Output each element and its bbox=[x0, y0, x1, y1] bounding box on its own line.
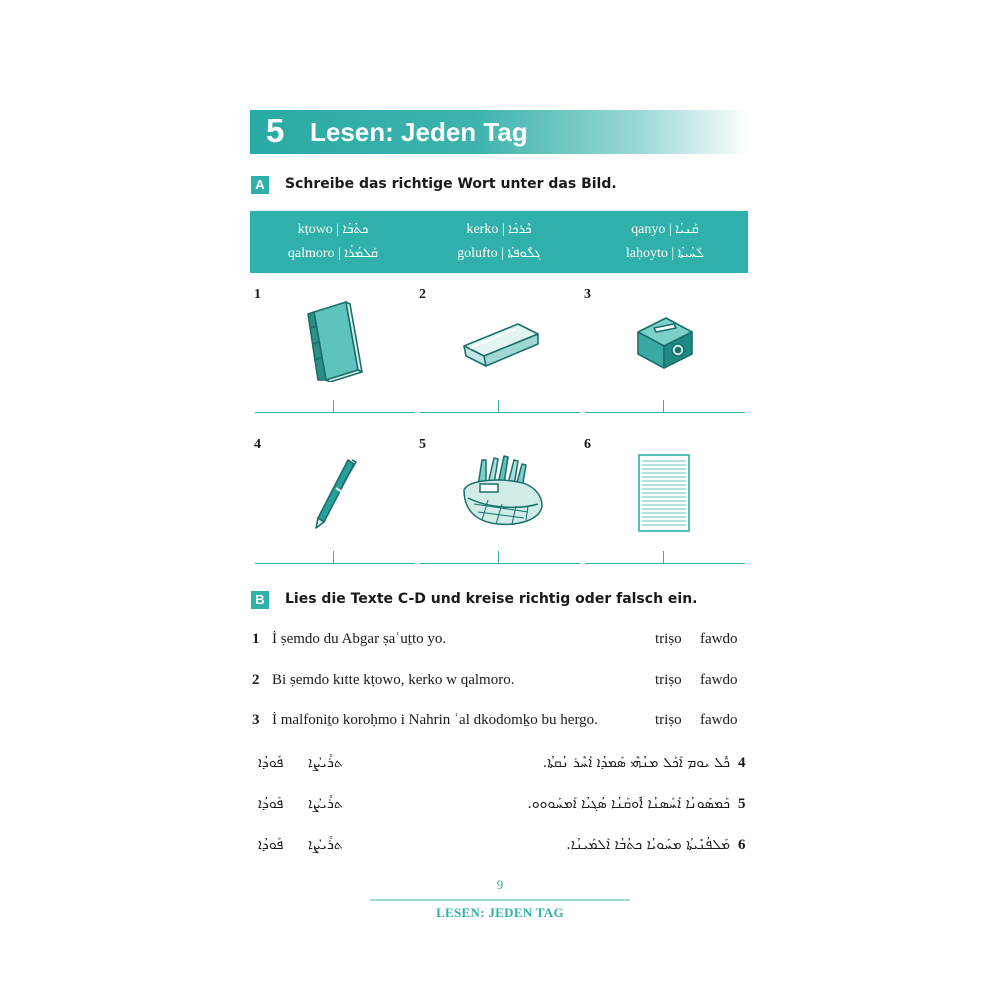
statement-number: 6 bbox=[738, 837, 746, 853]
word-syriac: ܩܰܠܡܳܪܳܐ bbox=[344, 246, 379, 261]
picture-number: 4 bbox=[254, 437, 261, 452]
statement-number: 3 bbox=[252, 712, 260, 728]
word-syriac: ܓܠܽܘܦܬܳܐ bbox=[507, 246, 541, 261]
word-column-2: kerko | ܟܶܪܟܳܐ golufto | ܓܠܽܘܦܬܳܐ bbox=[457, 222, 541, 261]
statement-text: ܟܰܡܣܰܘܢܳܐ ܐܰܚܰܣܢܳܐ ܐܽܘܩܰܢܳܐ ܣܳܓܝܳܐ ܐܰܡܚܰܘܘܘ. bbox=[527, 796, 730, 812]
word-column-1: kṭowo | ܟܬܳܒܳܐ qalmoro | ܩܰܠܡܳܪܳܐ bbox=[287, 222, 379, 261]
section-b-marker: B bbox=[251, 591, 269, 609]
picture-number: 2 bbox=[419, 287, 426, 302]
page-number: 9 bbox=[496, 877, 504, 892]
word-box bbox=[250, 211, 748, 273]
notepad-icon bbox=[636, 452, 692, 534]
word-latin: qanyo bbox=[631, 222, 666, 237]
word-latin: kerko bbox=[466, 222, 499, 237]
statement-number: 2 bbox=[252, 672, 260, 688]
pen-icon bbox=[312, 456, 358, 532]
true-option[interactable]: triṣo bbox=[655, 712, 682, 728]
running-title: LESEN: JEDEN TAG bbox=[436, 905, 564, 920]
true-option[interactable]: ܬܪܺܝܨܳܐ bbox=[308, 837, 343, 853]
statement-text: Bi ṣemdo kıtte kṭowo, kerko w qalmoro. bbox=[272, 672, 515, 688]
section-a-marker: A bbox=[251, 176, 269, 194]
chapter-title: Lesen: Jeden Tag bbox=[310, 117, 528, 147]
answer-line-3[interactable] bbox=[585, 399, 745, 413]
chapter-number: 5 bbox=[266, 112, 285, 149]
book-icon bbox=[300, 298, 370, 382]
word-syriac: ܠܰܚܳܝܬܳܐ bbox=[677, 246, 705, 261]
footer-divider bbox=[370, 899, 630, 901]
answer-line-2[interactable] bbox=[420, 399, 580, 413]
picture-number: 5 bbox=[419, 437, 426, 452]
false-option[interactable]: ܦܰܘܕܳܐ bbox=[258, 796, 284, 812]
word-latin: kṭowo bbox=[297, 222, 333, 237]
section-a-instruction: Schreibe das richtige Wort unter das Bild. bbox=[285, 176, 617, 192]
statement-text: ܟܽܠ ܝܘܡ ܐܰܟܰܠ ܡܢܳܗܶܝ ܣܰܡܕܳܐ ܐܰܚܶܪ ܢܳܩܬܳܐ. bbox=[542, 755, 730, 771]
word-syriac: ܩܰܢܝܳܐ bbox=[675, 222, 699, 237]
true-option[interactable]: ܬܪܺܝܨܳܐ bbox=[308, 755, 343, 771]
statement-text: ܡܰܠܦܳܢܺܝܬܳܐ ܡܚܰܘܝܳܐ ܟܬܳܒܳܐ ܐܰܠܡܰܝܢܳܐ. bbox=[566, 837, 730, 853]
eraser-icon bbox=[458, 316, 542, 368]
false-option[interactable]: fawdo bbox=[700, 631, 738, 647]
word-latin: golufto bbox=[457, 246, 498, 261]
false-option[interactable]: ܦܰܘܕܳܐ bbox=[258, 755, 284, 771]
answer-line-5[interactable] bbox=[420, 550, 580, 564]
word-latin: laḥoyto bbox=[625, 246, 668, 261]
statement-text: İ ṣemdo du Abgar ṣaʿuṯto yo. bbox=[272, 631, 447, 647]
word-latin: qalmoro bbox=[287, 246, 335, 261]
false-option[interactable]: fawdo bbox=[700, 712, 738, 728]
word-syriac: ܟܬܳܒܳܐ bbox=[342, 222, 369, 237]
word-column-3: qanyo | ܩܰܢܝܳܐ laḥoyto | ܠܰܚܳܝܬܳܐ bbox=[625, 222, 705, 261]
answer-line-6[interactable] bbox=[585, 550, 745, 564]
section-b-instruction: Lies die Texte C-D und kreise richtig oder falsch ein. bbox=[285, 591, 698, 607]
pencil-sharpener-icon bbox=[632, 312, 698, 372]
true-option[interactable]: ܬܪܺܝܨܳܐ bbox=[308, 796, 343, 812]
pencil-case-icon bbox=[458, 454, 548, 530]
answer-line-1[interactable] bbox=[255, 399, 415, 413]
answer-line-4[interactable] bbox=[255, 550, 415, 564]
false-option[interactable]: fawdo bbox=[700, 672, 738, 688]
picture-number: 6 bbox=[584, 437, 591, 452]
statement-text: İ malfoniṯo koroḥmo i Nahrin ʿal dkodomḵo bu hergo. bbox=[272, 712, 598, 728]
statement-number: 1 bbox=[252, 631, 260, 647]
picture-number: 3 bbox=[584, 287, 591, 302]
statement-number: 4 bbox=[738, 755, 746, 771]
true-option[interactable]: triṣo bbox=[655, 672, 682, 688]
word-syriac: ܟܶܪܟܳܐ bbox=[508, 222, 532, 237]
false-option[interactable]: ܦܰܘܕܳܐ bbox=[258, 837, 284, 853]
statement-number: 5 bbox=[738, 796, 746, 812]
true-option[interactable]: triṣo bbox=[655, 631, 682, 647]
picture-number: 1 bbox=[254, 287, 261, 302]
